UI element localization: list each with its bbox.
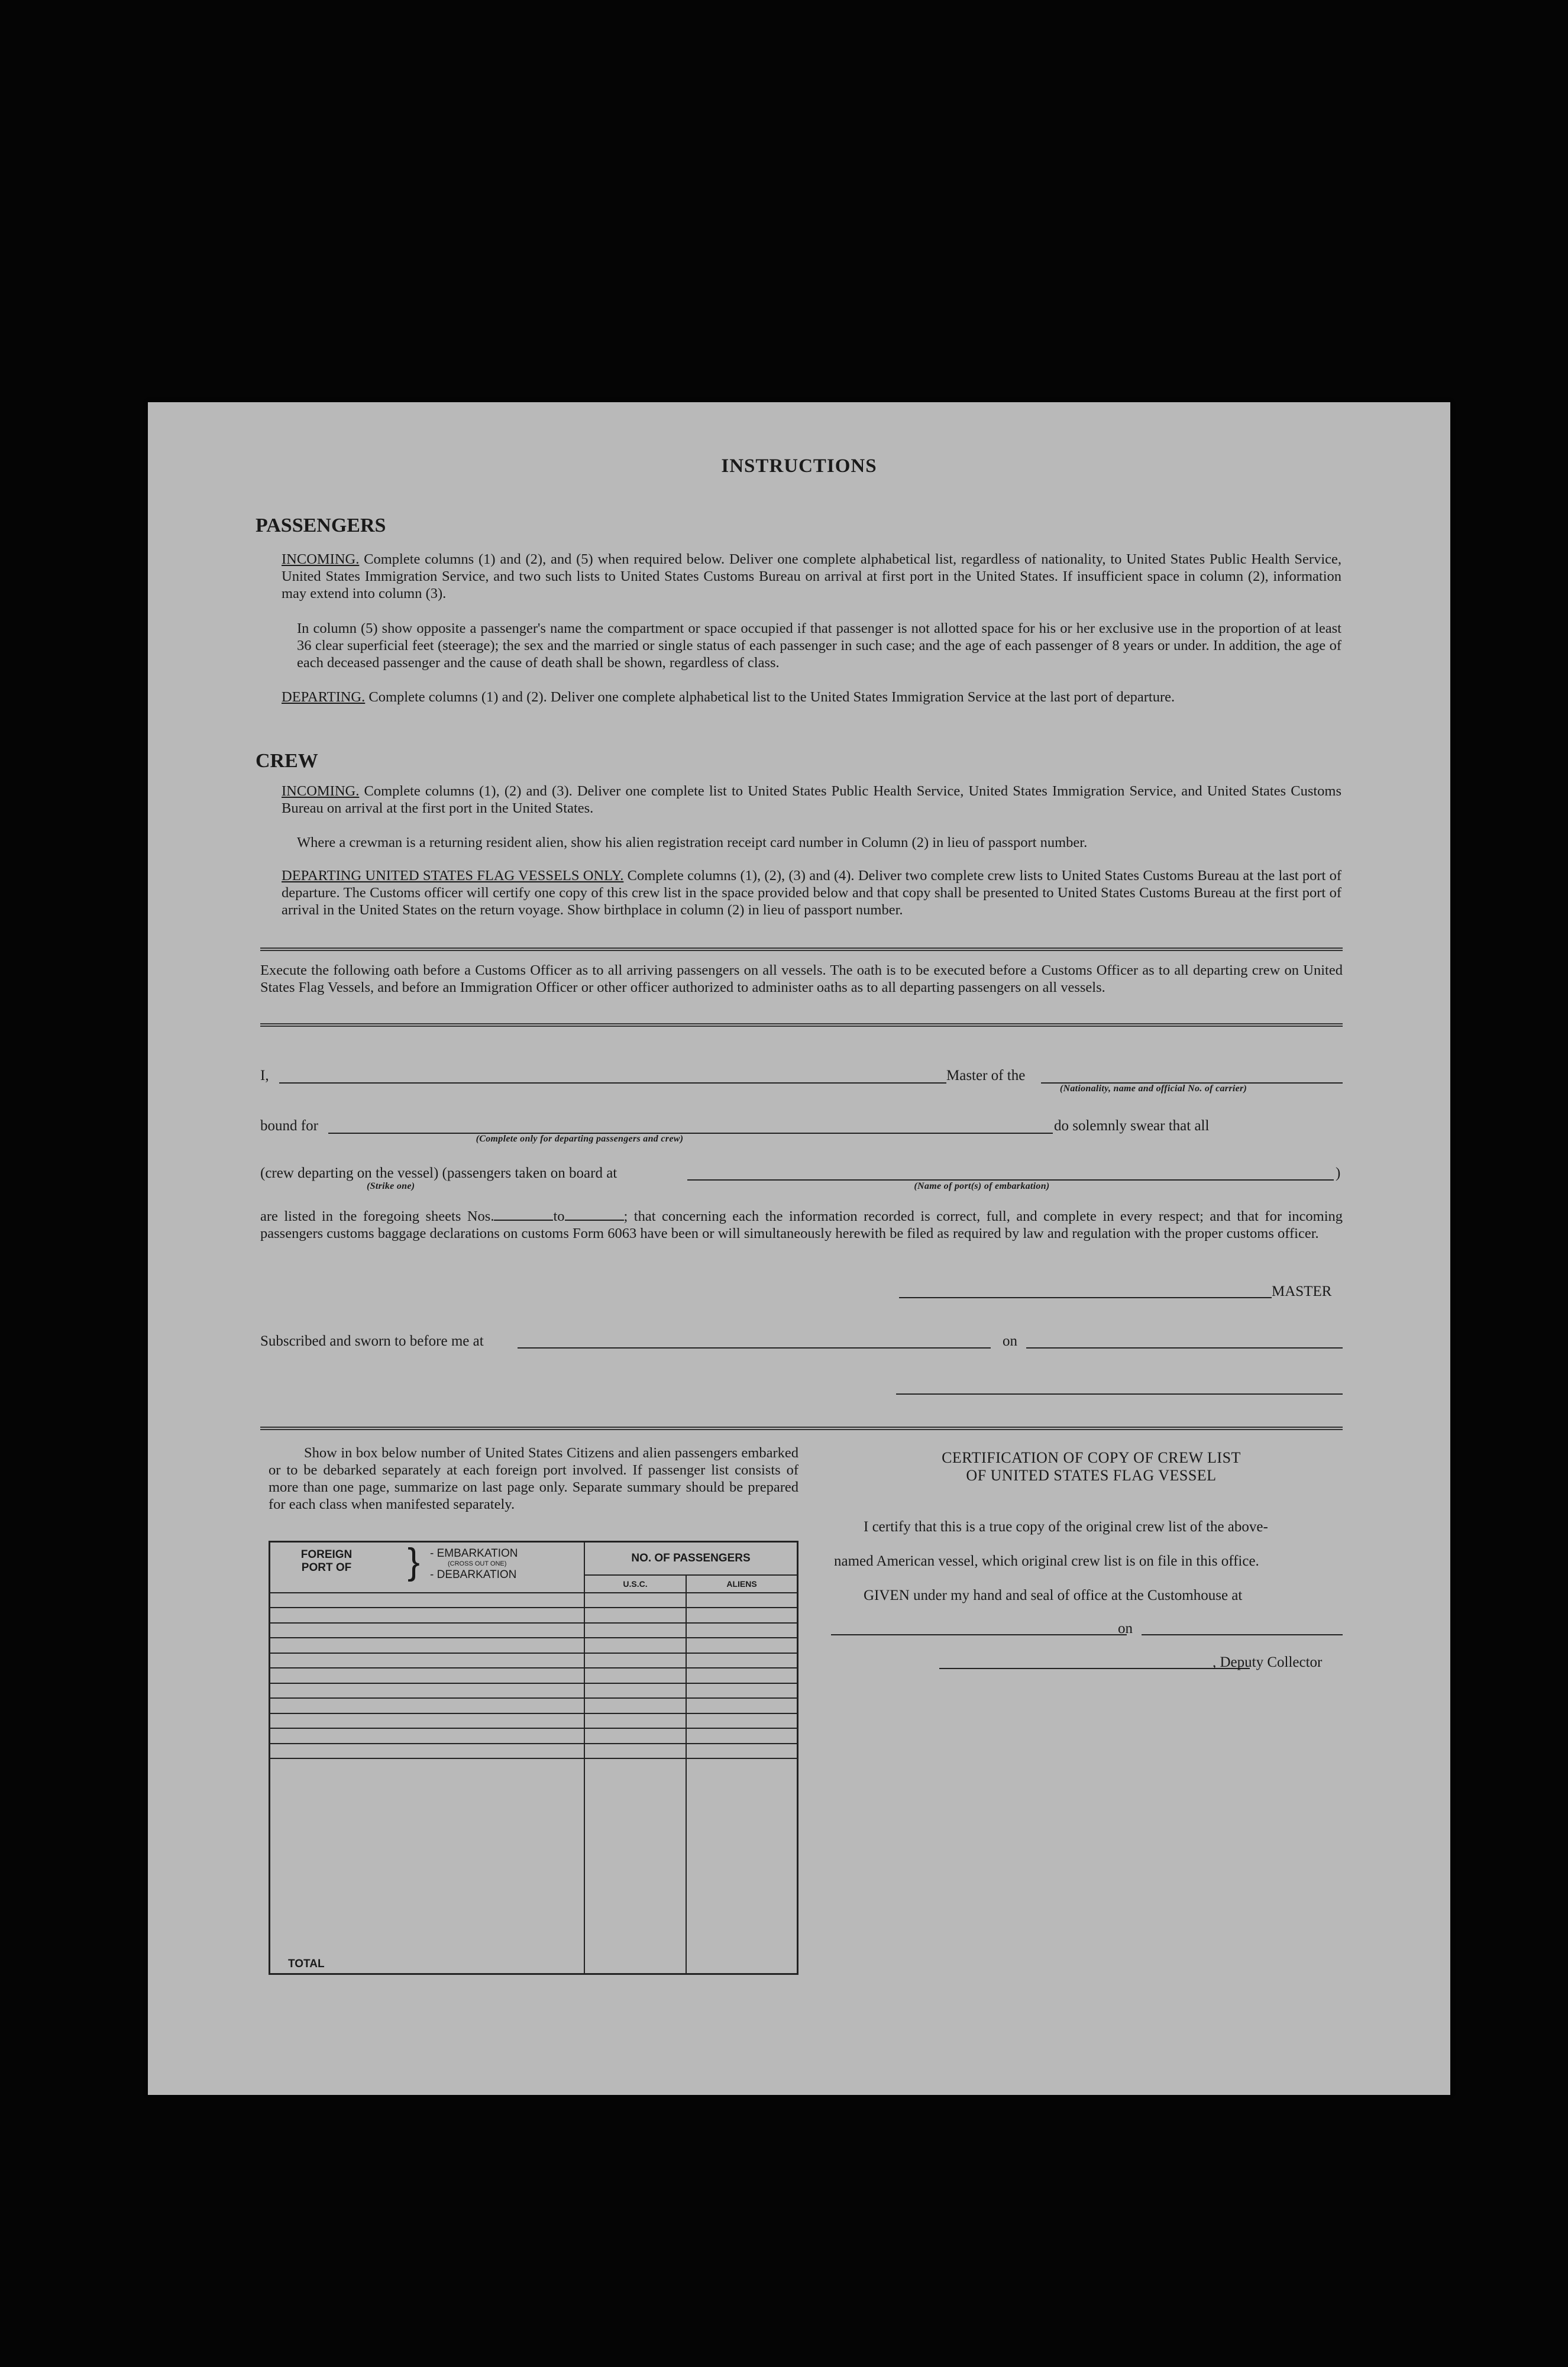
oath-instruction: Execute the following oath before a Customs Officer as to all arriving passengers on all vessels. The oath is to be executed before a Customs Officer as to all departing crew on United States Flag Vessels, and before an Immigration Officer or other officer authorized to administer oaths as to all departing passengers on all vessels. — [260, 962, 1343, 995]
listed-to: to — [553, 1208, 565, 1224]
subscribed-label: Subscribed and sworn to before me at — [260, 1333, 484, 1349]
aliens-cell[interactable] — [686, 1638, 798, 1653]
no-passengers-header: NO. OF PASSENGERS — [584, 1542, 798, 1575]
aliens-cell[interactable] — [686, 1608, 798, 1623]
cross-out-note: (CROSS OUT ONE) — [448, 1560, 507, 1567]
aliens-cell[interactable] — [686, 1728, 798, 1744]
bound-for-label: bound for — [260, 1118, 318, 1134]
aliens-header: ALIENS — [686, 1575, 798, 1593]
master-of-label: Master of the — [946, 1068, 1026, 1084]
crew-heading: CREW — [256, 750, 318, 772]
certification-text-3: GIVEN under my hand and seal of office at the Customhouse at — [864, 1587, 1243, 1603]
sworn-place-field[interactable] — [518, 1347, 991, 1349]
crew-resident-paragraph: Where a crewman is a returning resident alien, show his alien registration receipt card number in Column (2) in lieu of passport number. — [297, 835, 1088, 851]
usc-header: U.S.C. — [584, 1575, 686, 1593]
passengers-heading: PASSENGERS — [256, 515, 386, 536]
crew-incoming-text: Complete columns (1), (2) and (3). Deliver one complete list to United States Public Health Service, United States Immigration Service, and United States Customs Bureau on arrival at the first port in the United States. — [282, 783, 1342, 816]
passengers-incoming-paragraph — [282, 551, 1341, 602]
aliens-cell[interactable] — [686, 1653, 798, 1668]
port-cell[interactable] — [270, 1638, 585, 1653]
nationality-note: (Nationality, name and official No. of carrier) — [1059, 1084, 1247, 1094]
summary-instruction: Show in box below number of United States Citizens and alien passengers embarked or to be debarked separately at each foreign port involved. If passenger list consists of more than one page, summarize on last page only. Separate summary should be prepared for each class when manifested separately. — [269, 1445, 798, 1512]
customhouse-field[interactable] — [831, 1634, 1127, 1635]
port-cell[interactable] — [270, 1683, 585, 1699]
close-paren: ) — [1336, 1165, 1341, 1181]
certification-title-1: CERTIFICATION OF COPY OF CREW LIST — [942, 1449, 1241, 1466]
sworn-date-field[interactable] — [1026, 1347, 1343, 1349]
usc-cell[interactable] — [584, 1713, 686, 1729]
certification-text-1: I certify that this is a true copy of the original crew list of the above- — [864, 1519, 1268, 1535]
usc-cell[interactable] — [584, 1623, 686, 1638]
divider-bottom — [260, 1427, 1343, 1430]
crew-departing-paragraph — [282, 867, 1341, 919]
divider-top — [260, 948, 1343, 951]
aliens-cell[interactable] — [686, 1744, 798, 1759]
crew-departing-lead: DEPARTING UNITED STATES FLAG VESSELS ONLY. — [282, 868, 624, 884]
passengers-incoming-lead: INCOMING. — [282, 551, 360, 567]
brace-icon: } — [408, 1541, 420, 1582]
port-cell[interactable] — [270, 1608, 585, 1623]
certification-date-field[interactable] — [1142, 1634, 1343, 1635]
aliens-cell[interactable] — [686, 1668, 798, 1683]
usc-cell[interactable] — [584, 1698, 686, 1713]
port-cell[interactable] — [270, 1623, 585, 1638]
port-cell[interactable] — [270, 1713, 585, 1729]
aliens-cell[interactable] — [686, 1593, 798, 1608]
page-title: INSTRUCTIONS — [721, 455, 877, 477]
foreign-port-header — [270, 1542, 585, 1593]
deputy-collector-label: , Deputy Collector — [1213, 1654, 1323, 1670]
listed-paragraph — [260, 1208, 1343, 1242]
usc-cell[interactable] — [584, 1608, 686, 1623]
certification-on-label: on — [1118, 1621, 1133, 1637]
crew-incoming-lead: INCOMING. — [282, 783, 360, 799]
aliens-cell[interactable] — [686, 1713, 798, 1729]
listed-start: are listed in the foregoing sheets Nos. — [260, 1208, 494, 1224]
passengers-departing-lead: DEPARTING. — [282, 689, 366, 705]
usc-cell[interactable] — [584, 1638, 686, 1653]
passengers-departing-paragraph — [282, 688, 1341, 706]
crew-departing-text: Complete columns (1), (2), (3) and (4). Deliver two complete crew lists to United States Customs Bureau at the last port of departure. The Customs officer will certify one copy of this crew list in the space provided below and that copy shall be presented to United States Customs Bureau at the first port of arrival in the United States on the return voyage. Show birthplace in column (2) in lieu of passport number. — [282, 868, 1341, 918]
foreign-port-label: FOREIGN PORT OF — [300, 1548, 353, 1574]
aliens-cell[interactable] — [686, 1623, 798, 1638]
form-page — [148, 402, 1450, 2095]
listed-rest: ; that concerning each the information recorded is correct, full, and complete in every respect; and that for incoming passengers customs baggage declarations on customs Form 6063 have been or will simultaneously herewith be filed as required by law and regulation with the proper customs officer. — [260, 1208, 1343, 1241]
passengers-incoming-text: Complete columns (1) and (2), and (5) when required below. Deliver one complete alphabetical list, regardless of nationality, to United States Public Health Service, United States Immigration Service, and two such lists to United States Customs Bureau on arrival at first port in the United States. If insufficient space in column (2), information may extend into column (3). — [282, 551, 1342, 602]
port-cell[interactable] — [270, 1698, 585, 1713]
port-cell[interactable] — [270, 1653, 585, 1668]
usc-cell[interactable] — [584, 1653, 686, 1668]
crew-passenger-choice: (crew departing on the vessel) (passengers taken on board at — [260, 1165, 617, 1181]
certification-text-2: named American vessel, which original crew list is on file in this office. — [834, 1553, 1259, 1569]
passengers-column5-paragraph: In column (5) show opposite a passenger's name the compartment or space occupied if that passenger is not allotted space for his or her exclusive use in the proportion of at least 36 clear superficial feet (steerage); the sex and the married or single status of each passenger in such case; and the age of each passenger of 8 years or under. In addition, the age of each deceased passenger and the cause of death shall be shown, regardless of class. — [297, 620, 1341, 671]
port-note: (Name of port(s) of embarkation) — [914, 1181, 1050, 1191]
master-signature-field[interactable] — [899, 1297, 1272, 1298]
port-cell[interactable] — [270, 1593, 585, 1608]
usc-cell[interactable] — [584, 1728, 686, 1744]
port-embarkation-field[interactable] — [687, 1179, 1334, 1181]
usc-cell[interactable] — [584, 1593, 686, 1608]
usc-cell[interactable] — [584, 1668, 686, 1683]
embarkation-label: - EMBARKATION — [430, 1547, 518, 1560]
aliens-cell[interactable] — [686, 1698, 798, 1713]
sworn-on-label: on — [1003, 1333, 1017, 1349]
strike-note: (Strike one) — [367, 1181, 415, 1191]
usc-total-cell[interactable] — [584, 1758, 686, 1974]
aliens-cell[interactable] — [686, 1683, 798, 1699]
usc-cell[interactable] — [584, 1683, 686, 1699]
certification-title-2: OF UNITED STATES FLAG VESSEL — [966, 1467, 1217, 1484]
bound-note: (Complete only for departing passengers and crew) — [476, 1134, 684, 1144]
port-cell[interactable] — [270, 1728, 585, 1744]
port-cell[interactable] — [270, 1744, 585, 1759]
swear-label: do solemnly swear that all — [1054, 1118, 1210, 1134]
passengers-departing-text: Complete columns (1) and (2). Deliver one complete alphabetical list to the United States Immigration Service at the last port of departure. — [368, 689, 1175, 705]
master-label: MASTER — [1272, 1283, 1332, 1299]
sheet-to-field[interactable] — [565, 1220, 624, 1221]
passenger-summary-table — [269, 1541, 798, 1975]
deputy-signature-field[interactable] — [939, 1668, 1250, 1669]
port-cell[interactable] — [270, 1668, 585, 1683]
officer-signature-field[interactable] — [896, 1393, 1343, 1395]
master-name-field[interactable] — [279, 1082, 946, 1084]
oath-i-label: I, — [260, 1068, 269, 1084]
debarkation-label: - DEBARKATION — [430, 1569, 517, 1581]
usc-cell[interactable] — [584, 1744, 686, 1759]
sheet-from-field[interactable] — [494, 1220, 553, 1221]
crew-incoming-paragraph — [282, 782, 1341, 817]
aliens-total-cell[interactable] — [686, 1758, 798, 1974]
total-label: TOTAL — [270, 1758, 585, 1974]
divider-oath — [260, 1023, 1343, 1027]
